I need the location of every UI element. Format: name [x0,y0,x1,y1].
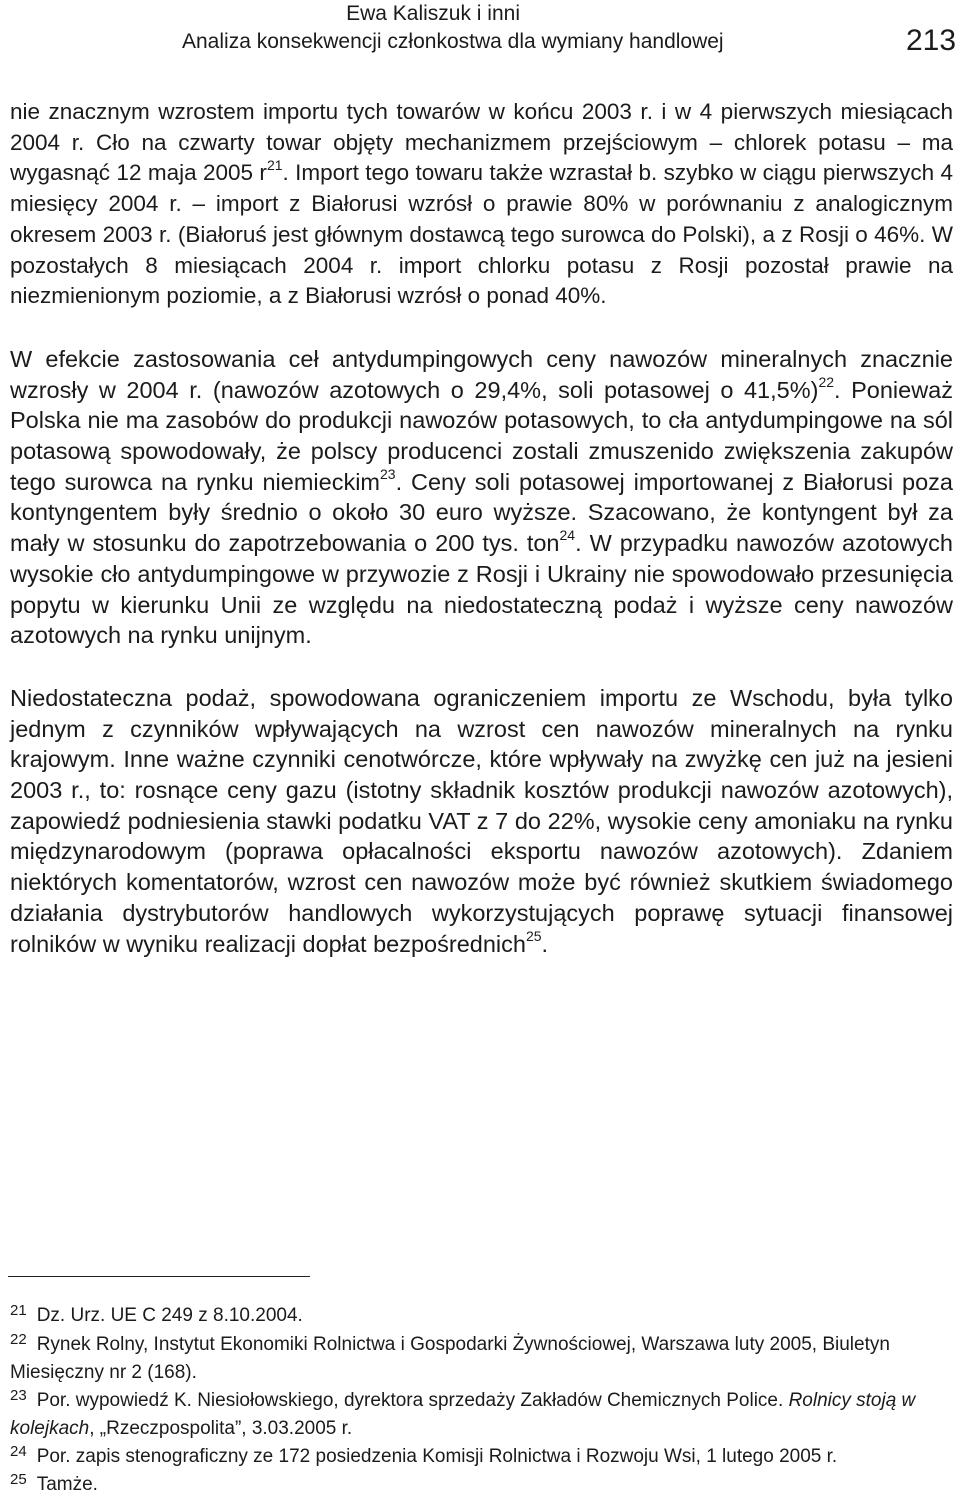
footnote-reference: 25 [525,927,542,944]
footnote-separator [8,1276,310,1277]
italic-text: Rolnicy stoją w kolejkach [10,1389,916,1439]
text-run: Dz. Urz. UE C 249 z 8.10.2004. [36,1305,303,1326]
footnote-number: 23 [10,1386,27,1404]
text-run: W efekcie zastosowania ceł antydumpingowych ceny nawozów mineralnych znacznie wzrosły w 2004 r. (nawozów azotowych o 29,4%, soli potasowej o 41,5%) [10,345,953,403]
text-run: Por. zapis stenograficzny ze 172 posiedzenia Komisji Rolnictwa i Rozwoju Wsi, 1 lutego 2005 r. [36,1445,838,1467]
paragraph [10,683,953,959]
footnote-number: 22 [10,1330,27,1348]
text-run: . Ponieważ Polska nie ma zasobów do produkcji nawozów potasowych, to cła antydumpingowe na sól potasową spowodowały, że polscy producenci zostali zmuszenido zwiększenia zakupów tego surowca na rynku niemieckim [10,376,953,495]
footnote-number: 24 [10,1442,27,1460]
footnote-reference: 22 [818,373,835,390]
text-run: , „Rzeczpospolita”, 3.03.2005 r. [89,1418,353,1439]
footnote [10,1302,953,1331]
footnote [10,1387,953,1443]
text-run: . Ceny soli potasowej importowanej z Białorusi poza kontyngentem były średnio o około 30 euro wyższe. Szacowano, że kontyngent był za mały w stosunku do zapotrzebowania o 200 tys. ton [10,468,953,557]
page-number: 213 [906,24,957,57]
text-run: Niedostateczna podaż, spowodowana ograniczeniem importu ze Wschodu, była tylko jednym z czynników wpływających na wzrost cen nawozów mineralnych na rynku krajowym. Inne ważne czynniki cenotwórcze, które wpływały na zwyżkę cen już na jesieni 2003 r., to: rosnące ceny gazu (istotny składnik kosztów produkcji nawozów azotowych), zapowiedź podniesienia stawki podatku VAT z 7 do 22%, wysokie ceny amoniaku na rynku międzynarodowym (poprawa opłacalności eksportu nawozów azotowych). Zdaniem niektórych komentatorów, wzrost cen nawozów może być również skutkiem świadomego działania dystrybutorów handlowych wykorzystujących poprawę sytuacji finansowej rolników w wyniku realizacji dopłat bezpośrednich [10,684,953,957]
text-run: Por. wypowiedź K. Niesiołowskiego, dyrektora sprzedaży Zakładów Chemicznych Police. [36,1389,789,1411]
text-run: . Import tego towaru także wzrastał b. szybko w ciągu pierwszych 4 miesięcy 2004 r. – import z Białorusi wzrósł o prawie 80% w porównaniu z analogicznym okresem 2003 r. (Białoruś jest głównym dostawcą tego surowca do Polski), a z Rosji o 46%. W pozostałych 8 miesiącach 2004 r. import chlorku potasu z Rosji pozostał prawie na niezmienionym poziomie, a z Białorusi wzrósł o ponad 40%. [10,160,953,309]
header-author: Ewa Kaliszuk i inni [346,2,520,25]
paragraph [10,344,953,651]
footnote [10,1331,953,1387]
footnote-reference: 21 [266,156,283,173]
text-run: Rynek Rolny, Instytut Ekonomiki Rolnictwa i Gospodarki Żywnościowej, Warszawa luty 2005, Biuletyn Miesięczny nr 2 (168). [10,1333,890,1383]
main-text [10,97,953,959]
footnotes [10,1302,953,1500]
footnote [10,1443,953,1472]
text-run: . [541,930,549,957]
text-run: . W przypadku nawozów azotowych wysokie cło antydumpingowe w przywozie z Rosji i Ukrainy nie spowodowało przesunięcia popytu w kierunku Unii ze względu na niedostateczną podaż i wyższe ceny nawozów azotowych na rynku unijnym. [10,530,953,649]
footnote-number: 25 [10,1471,27,1488]
footnote-reference: 24 [559,527,576,544]
running-header [0,0,960,60]
footnote-number: 21 [10,1302,27,1319]
text-run: Tamże. [36,1474,98,1495]
footnote [10,1471,953,1500]
header-title: Analiza konsekwencji członkostwa dla wymiany handlowej [182,30,724,53]
text-run: nie znacznym wzrostem importu tych towarów w końcu 2003 r. i w 4 pierwszych miesiącach 2004 r. Cło na czwarty towar objęty mechanizmem przejściowym – chlorek potasu – ma wygasnąć 12 maja 2005 r [10,99,953,186]
paragraph [10,97,953,312]
footnote-reference: 23 [380,465,396,482]
